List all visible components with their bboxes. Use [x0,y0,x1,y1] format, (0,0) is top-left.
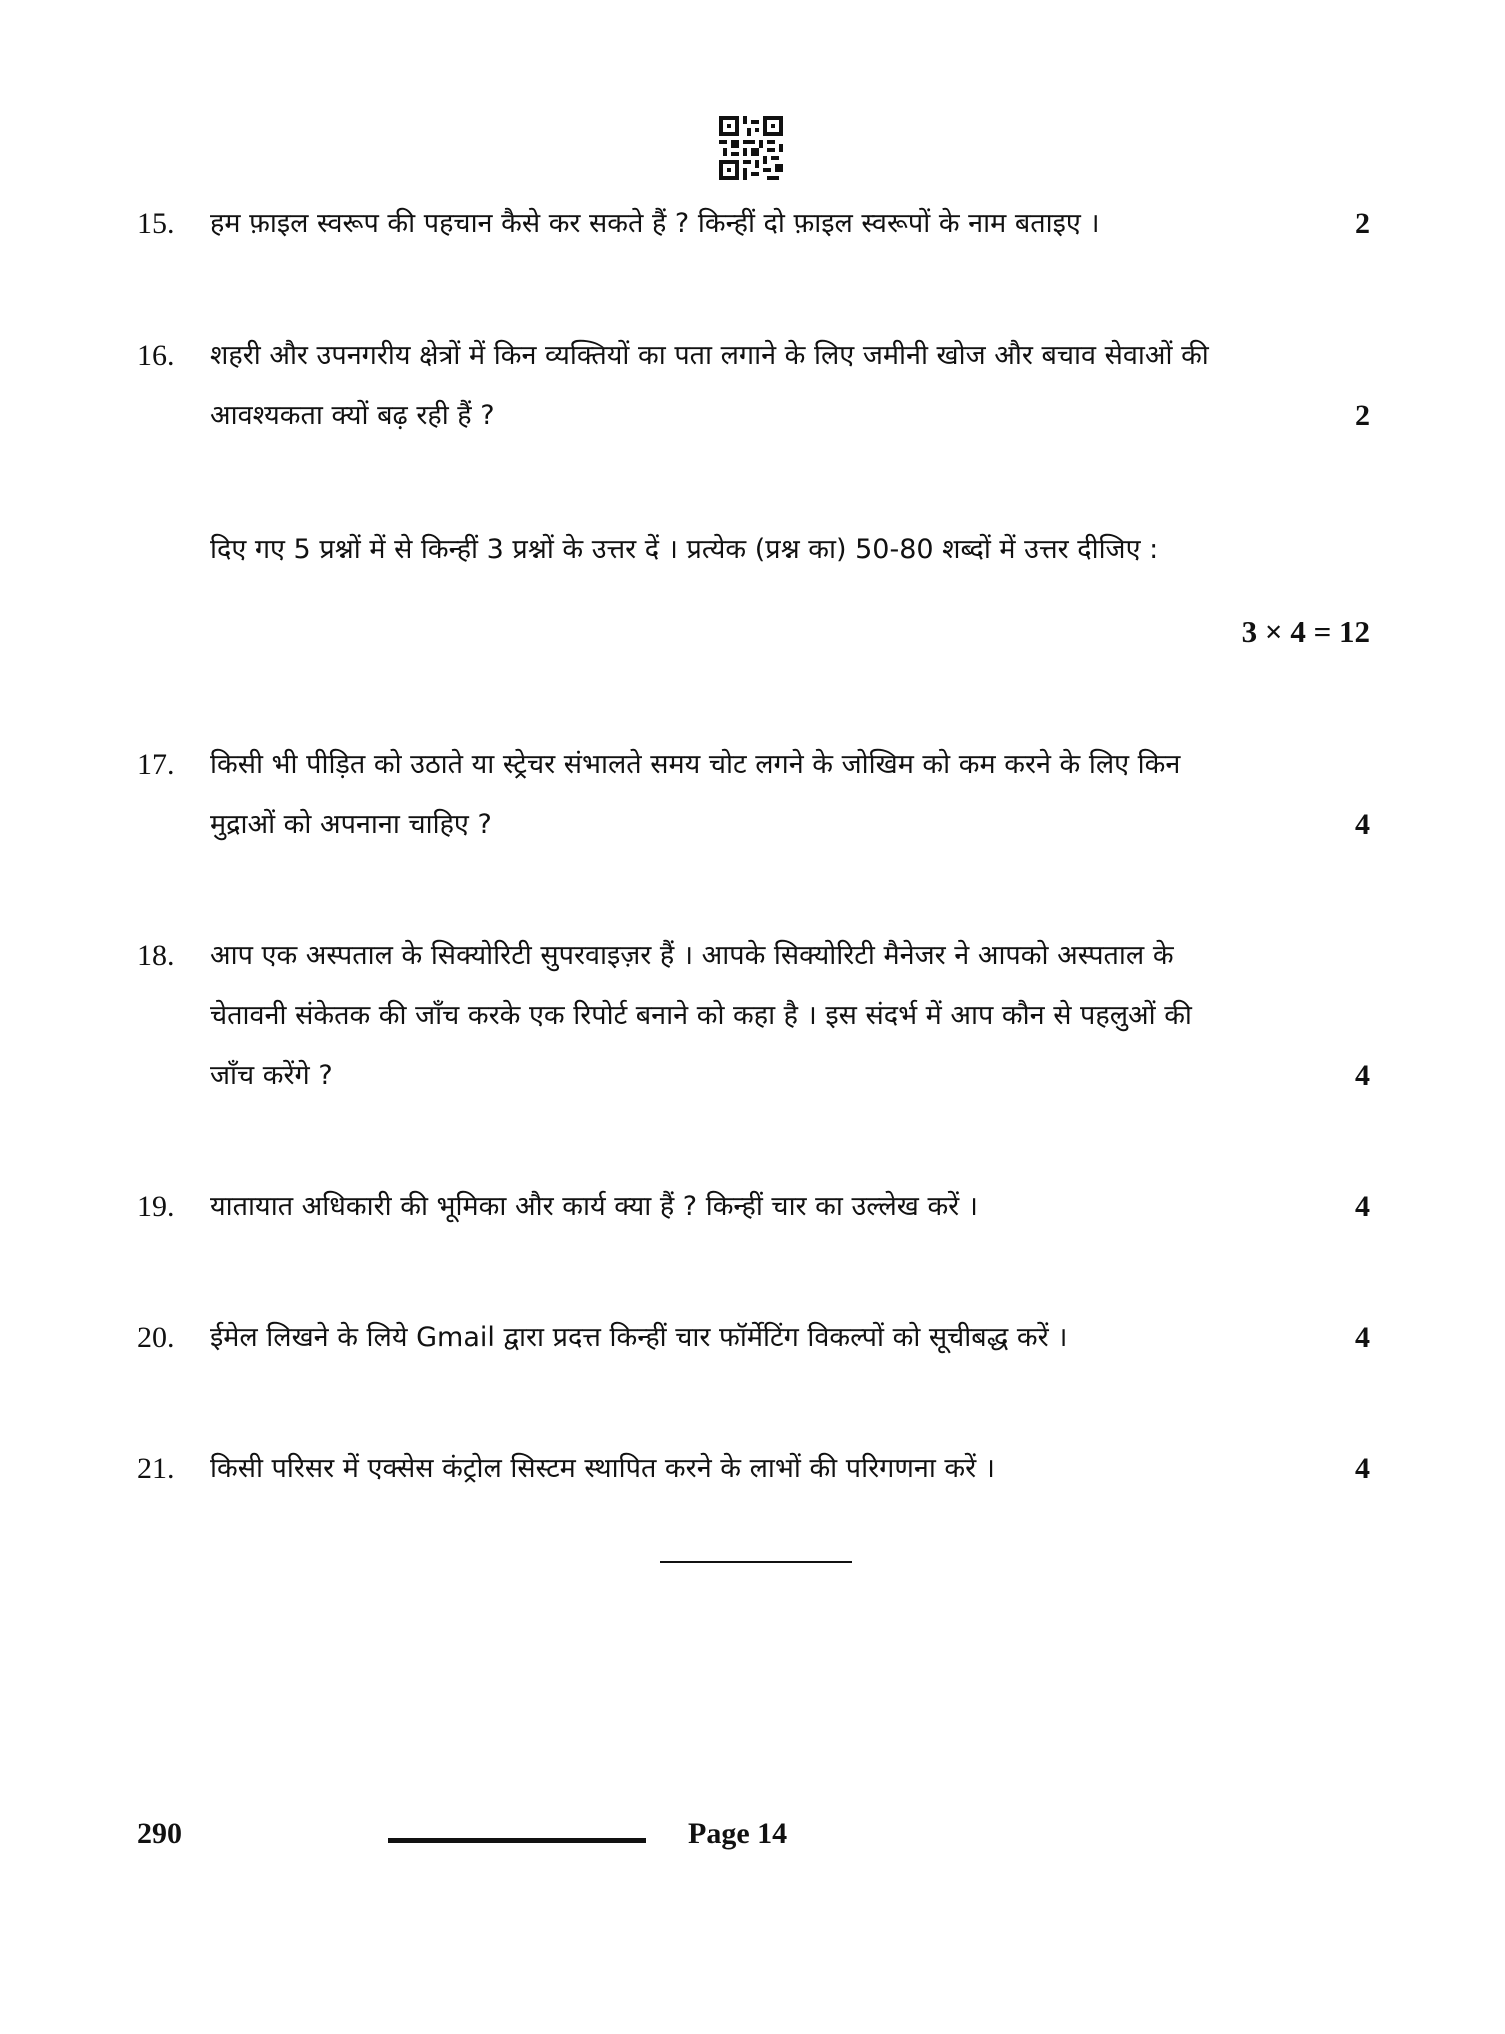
question-text-line: किसी परिसर में एक्सेस कंट्रोल सिस्टम स्थापित करने के लाभों की परिगणना करें । [210,1453,996,1484]
qr-code-icon [719,116,783,180]
question-text-line: मुद्राओं को अपनाना चाहिए ? [210,809,492,840]
question-text-line: किसी भी पीड़ित को उठाते या स्ट्रेचर संभालते समय चोट लगने के जोखिम को कम करने के लिए किन [210,749,1181,780]
question-number: 21. [137,1452,175,1485]
question-number: 19. [137,1190,175,1223]
question-number: 16. [137,339,175,372]
question-number: 15. [137,207,175,240]
question-text-line: आप एक अस्पताल के सिक्योरिटी सुपरवाइज़र हैं । आपके सिक्योरिटी मैनेजर ने आपको अस्पताल के [210,940,1174,971]
question-number: 20. [137,1321,175,1354]
question-text-line: जाँच करेंगे ? [210,1060,333,1091]
question-marks: 4 [1355,808,1370,841]
end-divider [660,1561,852,1563]
paper-code: 290 [137,1817,182,1850]
question-marks: 2 [1355,207,1370,240]
question-text-line: यातायात अधिकारी की भूमिका और कार्य क्या हैं ? किन्हीं चार का उल्लेख करें । [210,1191,979,1222]
question-marks: 4 [1355,1321,1370,1354]
question-marks: 4 [1355,1452,1370,1485]
section-marks: 3 × 4 = 12 [1241,614,1370,649]
section-instruction: दिए गए 5 प्रश्नों में से किन्हीं 3 प्रश्नों के उत्तर दें । प्रत्येक (प्रश्न का) 50-80 शब्दों में उत्तर दीजिए : [210,534,1159,565]
question-marks: 4 [1355,1190,1370,1223]
question-text-line: चेतावनी संकेतक की जाँच करके एक रिपोर्ट बनाने को कहा है । इस संदर्भ में आप कौन से पहलुओं की [210,1000,1192,1031]
question-marks: 4 [1355,1059,1370,1092]
page-number: Page 14 [688,1817,788,1850]
footer-divider [388,1838,646,1843]
question-number: 17. [137,748,175,781]
question-text-line: आवश्यकता क्यों बढ़ रही हैं ? [210,400,495,431]
question-marks: 2 [1355,399,1370,432]
question-number: 18. [137,939,175,972]
question-text-line: हम फ़ाइल स्वरूप की पहचान कैसे कर सकते हैं ? किन्हीं दो फ़ाइल स्वरूपों के नाम बताइए । [210,208,1100,239]
question-text-line: शहरी और उपनगरीय क्षेत्रों में किन व्यक्तियों का पता लगाने के लिए जमीनी खोज और बचाव सेवाओं की [210,340,1209,371]
question-text-line: ईमेल लिखने के लिये Gmail द्वारा प्रदत्त किन्हीं चार फॉर्मेटिंग विकल्पों को सूचीबद्ध करें । [210,1322,1068,1353]
